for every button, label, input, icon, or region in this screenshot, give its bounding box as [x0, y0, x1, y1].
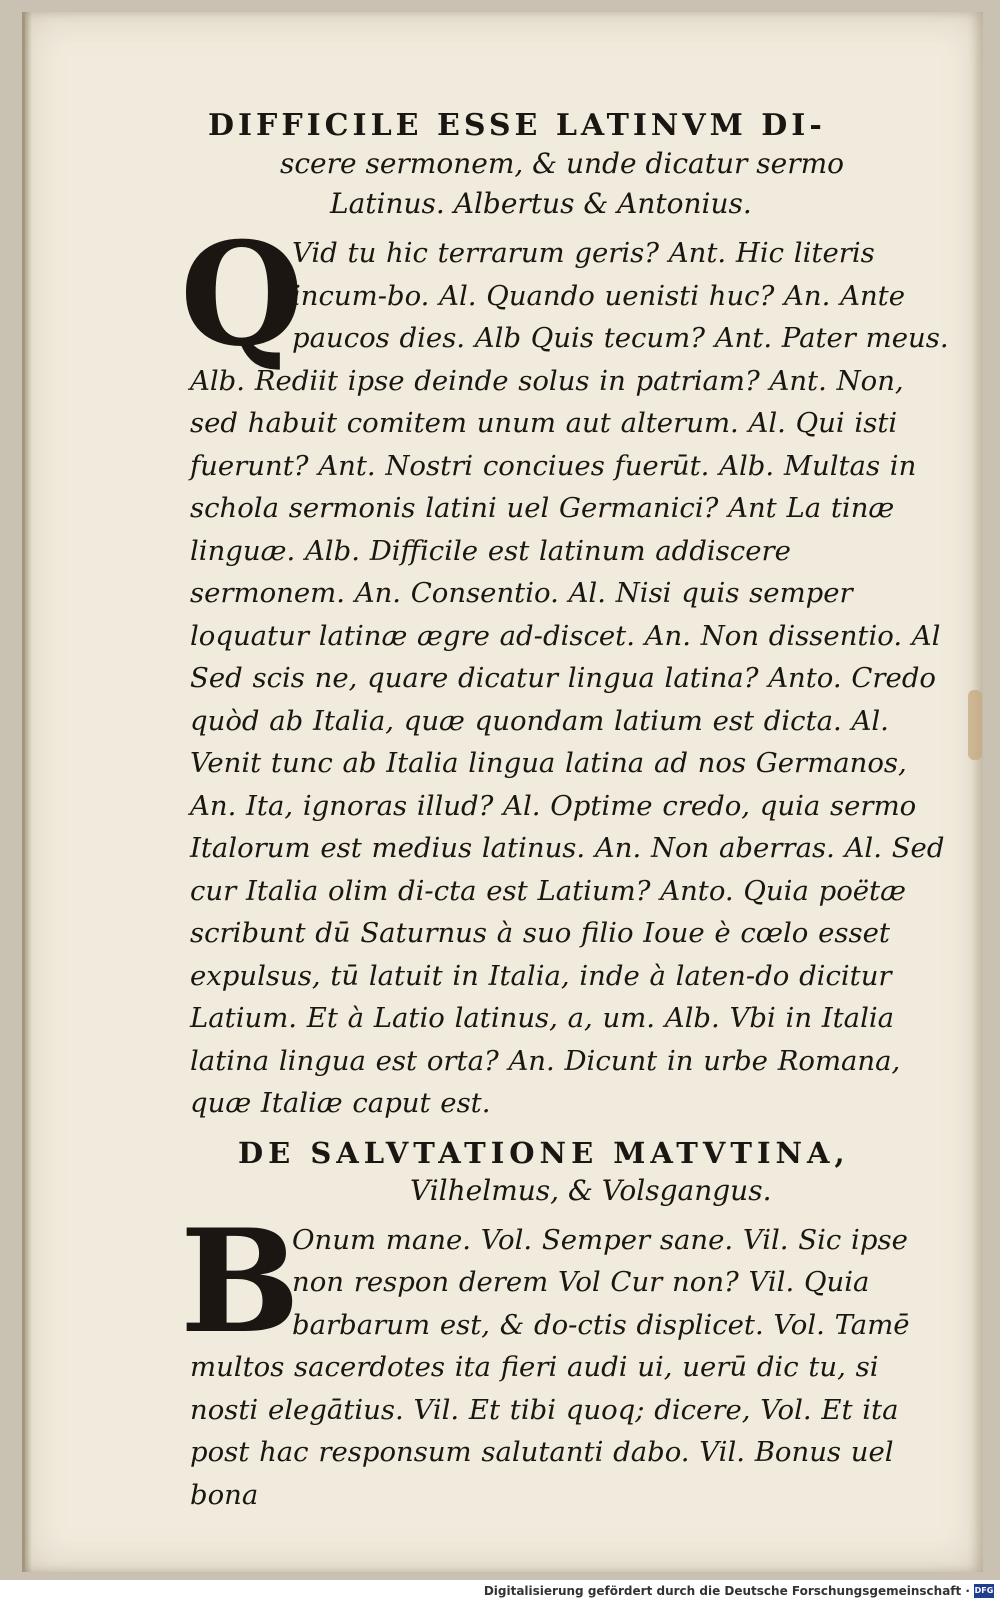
dfg-logo: DFG [974, 1584, 994, 1598]
section-heading-1-line-3: Latinus. Albertus & Antonius. [330, 187, 752, 220]
section-heading-1-line-2: scere sermonem, & unde dicatur sermo [280, 147, 845, 180]
section-heading-2-line-2: Vilhelmus, & Volsgangus. [410, 1173, 772, 1207]
dialogue-paragraph-2-text: Onum mane. Vol. Semper sane. Vil. Sic ipse non respon derem Vol Cur non? Vil. Quia barbarum est, & do-ctis displicet. Vol. Tamē multos sacerdotes ita fieri audi ui, uerū dic tu, si nosti elegātius. Vil. Et tibi quoq; dicere, Vol. Et ita post hac responsum salutanti dabo. Vil. Bonus uel bona [190, 1223, 910, 1511]
section-heading-2: DE SALVTATIONE MATVTINA, [238, 1135, 850, 1170]
dialogue-paragraph-1-text: Vid tu hic terrarum geris? Ant. Hic literis incum-bo. Al. Quando uenisti huc? An. Ante paucos dies. Alb Quis tecum? Ant. Pater meus. Alb. Rediit ipse deinde solus in patriam? Ant. Non, sed habuit comitem unum aut alterum. Al. Qui isti fuerunt? Ant. Nostri conciues fuerūt. Alb. Multas in schola sermonis latini uel Germanici? Ant La tinæ linguæ. Alb. Difficile est latinum addiscere sermonem. An. Consentio. Al. Nisi quis semper loquatur latinæ ægre ad-discet. An. Non dissentio. Al Sed scis ne, quare dicatur lingua latina? Anto. Credo quòd ab Italia, quæ quondam latium est dicta. Al. Venit tunc ab Italia lingua latina ad nos Germanos, An. Ita, ignoras illud? Al. Optime credo, quia sermo Italorum est medius latinus. An. Non aberras. Al. Sed cur Italia olim di-cta est Latium? Anto. Quia poëtæ scribunt dū Saturnus à suo filio Ioue è cœlo esset expulsus, tū latuit in Italia, inde à laten-do dicitur Latium. Et à Latio latinus, a, um. Alb. Vbi in Italia latina lingua est orta? An. Dicunt in urbe Romana, quæ Italiæ caput est. [190, 237, 949, 1119]
dialogue-paragraph-1 [180, 212, 950, 1125]
page-text [180, 108, 950, 1516]
digitization-credit: Digitalisierung gefördert durch die Deutsche Forschungsgemeinschaft · [483, 1584, 970, 1598]
drop-cap-q: Q [180, 212, 304, 378]
drop-cap-b: B [180, 1198, 301, 1365]
dialogue-paragraph-2 [180, 1198, 950, 1517]
page-spine-shadow [22, 12, 32, 1572]
section-heading-1: DIFFICILE ESSE LATINVM DI- [208, 108, 826, 143]
page-edge-stain [968, 690, 982, 760]
